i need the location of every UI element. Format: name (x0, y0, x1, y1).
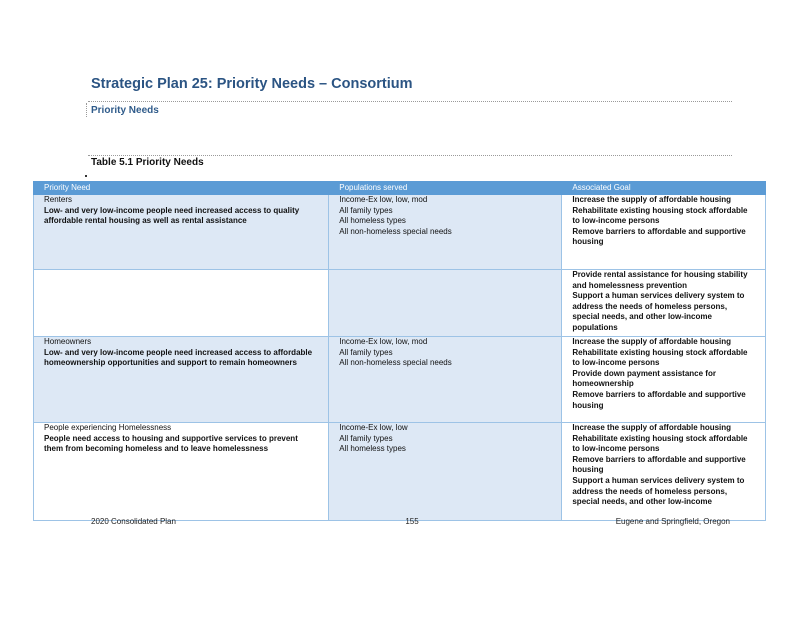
goal-item: Increase the supply of affordable housing (572, 195, 732, 204)
column-header-associated-goal: Associated Goal (562, 182, 766, 195)
need-description: People need access to housing and supportive services to prevent them from becoming homeless and to leave homelessness (44, 433, 298, 454)
population-item: All non-homeless special needs (339, 226, 452, 236)
footer-right: Eugene and Springfield, Oregon (615, 517, 730, 526)
goal-item: Rehabilitate existing housing stock affordable to low-income persons (572, 347, 748, 368)
population-item: All family types (339, 433, 393, 443)
table-row (34, 270, 766, 337)
goals-cell (562, 337, 766, 423)
priority-need-cell (34, 423, 329, 521)
need-description: Low- and very low-income people need increased access to affordable homeownership opportunities and support to remain homeowners (44, 347, 313, 368)
population-item: All non-homeless special needs (339, 358, 452, 368)
goals-cell (562, 423, 766, 521)
priority-need-cell (34, 195, 329, 270)
table-header-row (34, 182, 766, 195)
goals-cell (562, 195, 766, 270)
caption-divider (88, 155, 732, 156)
page-title: Strategic Plan 25: Priority Needs – Consortium (91, 76, 413, 92)
table-row (34, 195, 766, 270)
goal-item: Increase the supply of affordable housing (572, 337, 732, 346)
goal-item: Support a human services delivery system to address the needs of homeless persons, special needs, and other low-income populations (572, 291, 745, 332)
goal-item: Remove barriers to affordable and supportive housing (572, 454, 746, 475)
population-item: All homeless types (339, 216, 406, 226)
populations-cell (329, 337, 562, 423)
section-subtitle: Priority Needs (91, 105, 159, 116)
column-header-priority-need: Priority Need (34, 182, 329, 195)
populations-cell (329, 270, 562, 337)
goal-item: Rehabilitate existing housing stock affordable to low-income persons (572, 433, 748, 454)
goal-item: Rehabilitate existing housing stock affordable to low-income persons (572, 205, 748, 226)
population-item: All family types (339, 347, 393, 357)
table-caption: Table 5.1 Priority Needs (91, 157, 204, 168)
footer-left: 2020 Consolidated Plan (91, 517, 176, 526)
title-divider (88, 101, 732, 102)
goal-item: Increase the supply of affordable housing (572, 423, 732, 432)
goal-item: Remove barriers to affordable and supportive housing (572, 226, 746, 247)
population-item: All family types (339, 205, 393, 215)
need-name: Renters (44, 195, 73, 204)
population-item: Income-Ex low, low (339, 423, 408, 432)
table-row (34, 337, 766, 423)
population-item: Income-Ex low, low, mod (339, 337, 428, 346)
population-item: Income-Ex low, low, mod (339, 195, 428, 204)
need-name: People experiencing Homelessness (44, 423, 172, 432)
goal-item: Provide rental assistance for housing stability and homelessness prevention (572, 270, 748, 290)
priority-need-cell (34, 270, 329, 337)
column-header-populations: Populations served (329, 182, 562, 195)
table-row (34, 423, 766, 521)
populations-cell (329, 423, 562, 521)
caption-marker (85, 175, 87, 177)
goal-item: Provide down payment assistance for homeownership (572, 368, 716, 389)
goal-item: Remove barriers to affordable and supportive housing (572, 389, 746, 410)
population-item: All homeless types (339, 444, 406, 454)
priority-needs-table (33, 181, 766, 521)
section-marker (86, 103, 87, 117)
goal-item: Support a human services delivery system to address the needs of homeless persons, special needs, and other low-income (572, 475, 745, 507)
need-name: Homeowners (44, 337, 92, 346)
goals-cell (562, 270, 766, 337)
page-number: 155 (405, 517, 419, 526)
populations-cell (329, 195, 562, 270)
need-description: Low- and very low-income people need increased access to quality affordable rental housing as well as rental assistance (44, 205, 300, 226)
priority-need-cell (34, 337, 329, 423)
